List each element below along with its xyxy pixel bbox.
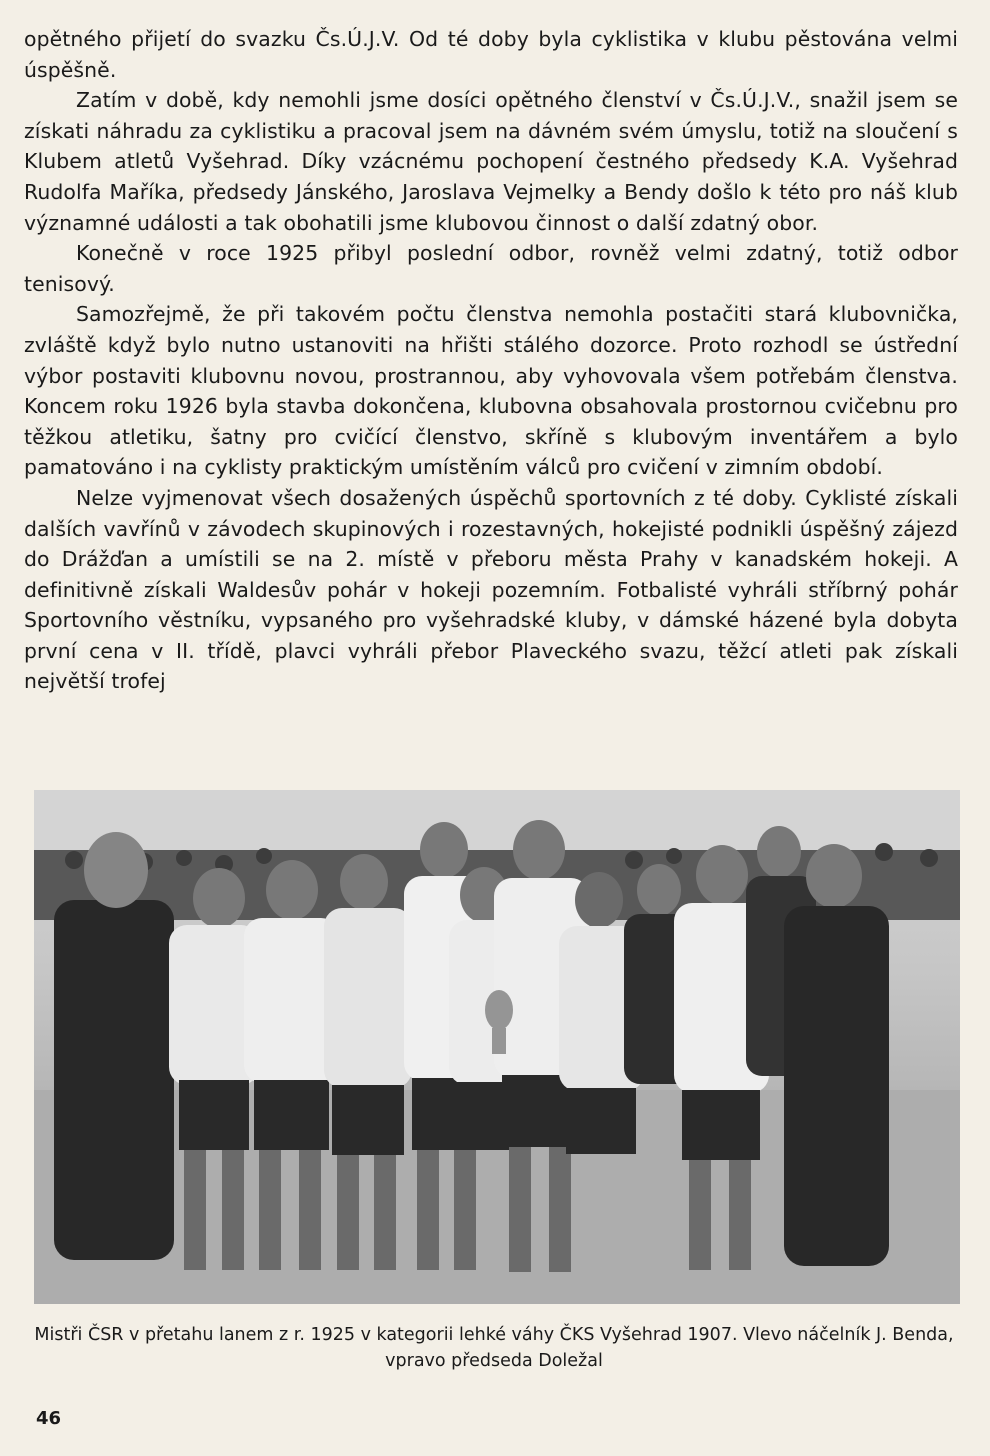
paragraph: Zatím v době, kdy nemohli jsme dosíci opětného členství v Čs.Ú.J.V., snažil jsem se získati náhradu za cyklistiku a pracoval jsem na dávném svém úmyslu, totiž na sloučení s Klubem atletů Vyšehrad. Díky vzácnému pochopení čestného předsedy K.A. Vyšehrad Rudolfa Maříka, předsedy Jánského, Jaroslava Vejmelky a Bendy došlo k této pro náš klub významné události a tak obohatili jsme klubovou činnost o další zdatný obor. — [24, 88, 958, 235]
body-text — [24, 24, 958, 697]
paragraph: Nelze vyjmenovat všech dosažených úspěchů sportovních z té doby. Cyklisté získali dalších vavřínů v závodech skupinových i rozestavných, hokejisté podnikli úspěšný zájezd do Drážďan a umístili se na 2. místě v přeboru města Prahy v kanadském hokeji. A definitivně získali Waldesův pohár v hokeji pozemním. Fotbalisté vyhráli stříbrný pohár Sportovního věstníku, vypsaného pro vyšehradské kluby, v dámské házené byla dobyta první cena v II. třídě, plavci vyhráli přebor Plaveckého svazu, těžcí atleti pak získali největší trofej — [24, 485, 958, 694]
team-photograph — [34, 790, 960, 1304]
paragraph: Samozřejmě, že při takovém počtu členstva nemohla postačiti stará klubovnička, zvláště když bylo nutno ustanoviti na hřišti stálého dozorce. Proto rozhodl se ústřední výbor postaviti klubovnu novou, prostrannou, aby vyhovovala všem potřebám členstva. Koncem roku 1926 byla stavba dokončena, klubovna obsahovala prostornou cvičebnu pro těžkou atletiku, šatny pro cvičící členstvo, skříně s klubovým inventářem a bylo pamatováno i na cyklisty praktickým umístěním válců pro cvičení v zimním období. — [24, 302, 958, 480]
photo-caption: Mistři ČSR v přetahu lanem z r. 1925 v kategorii lehké váhy ČKS Vyšehrad 1907. Vlevo náčelník J. Benda, vpravo předseda Doležal — [34, 1325, 954, 1371]
page-number: 46 — [36, 1408, 62, 1429]
paragraph: opětného přijetí do svazku Čs.Ú.J.V. Od té doby byla cyklistika v klubu pěstována velmi úspěšně. — [24, 27, 958, 82]
photo-illustration — [34, 790, 960, 1304]
paragraph: Konečně v roce 1925 přibyl poslední odbor, rovněž velmi zdatný, totiž odbor tenisový. — [24, 241, 958, 296]
